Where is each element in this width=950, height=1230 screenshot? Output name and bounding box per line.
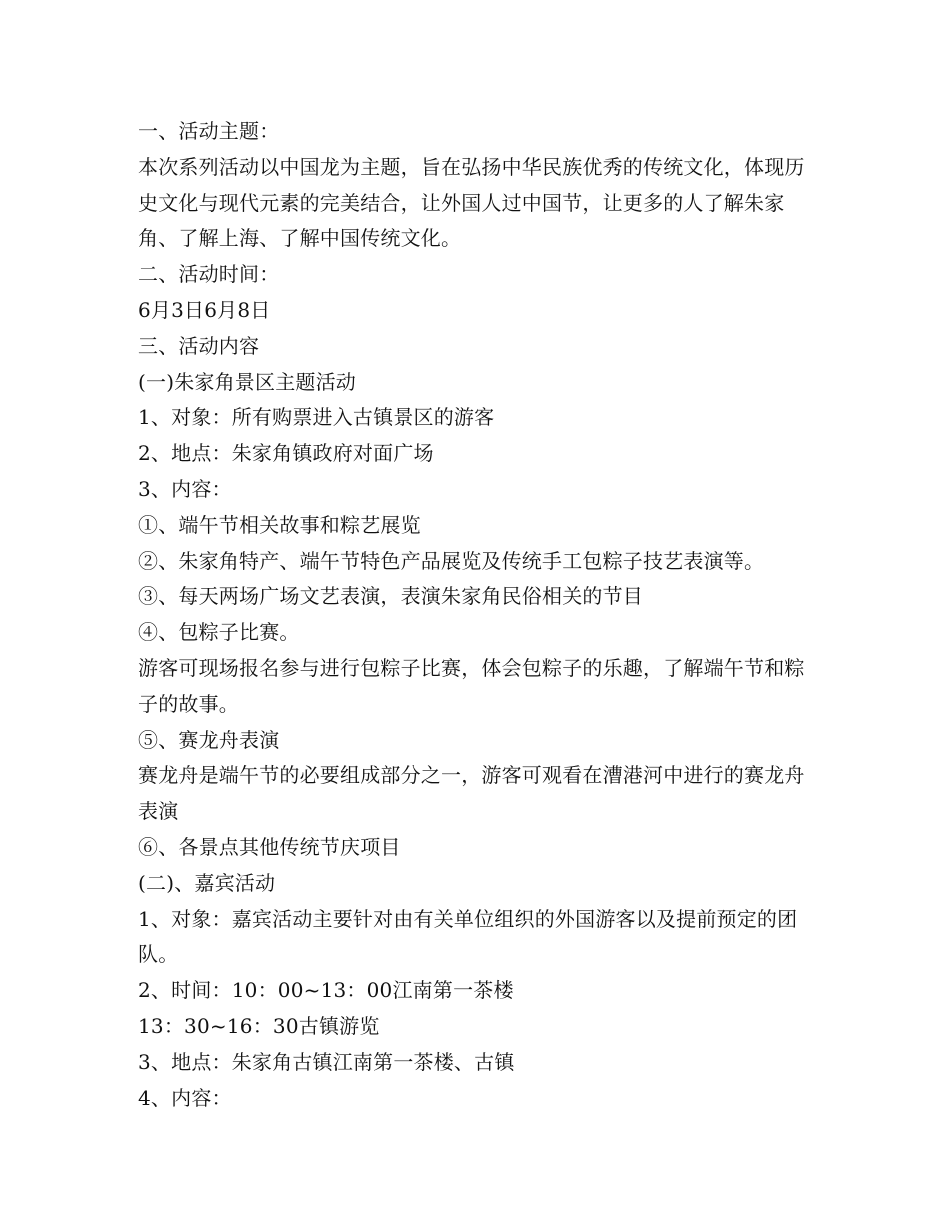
list-item: 4、内容：	[138, 1085, 232, 1110]
list-item: ③、每天两场广场文艺表演，表演朱家角民俗相关的节目	[138, 584, 643, 609]
list-item: 1、对象：嘉宾活动主要针对由有关单位组织的外国游客以及提前预定的团队。	[138, 906, 798, 967]
list-item: ⑥、各景点其他传统节庆项目	[138, 834, 401, 859]
list-item: 13：30~16：30古镇游览	[138, 1013, 380, 1038]
paragraph-dates: 6月3日6月8日	[138, 297, 271, 322]
list-item: 3、地点：朱家角古镇江南第一茶楼、古镇	[138, 1049, 515, 1074]
list-item: 3、内容：	[138, 476, 232, 501]
list-item: ⑤、赛龙舟表演	[138, 727, 280, 752]
list-item: 2、地点：朱家角镇政府对面广场	[138, 441, 434, 466]
list-item: ①、端午节相关故事和粽艺展览	[138, 512, 421, 537]
paragraph-theme: 本次系列活动以中国龙为主题，旨在弘扬中华民族优秀的传统文化，体现历史文化与现代元素的完美结合，让外国人过中国节，让更多的人了解朱家角、了解上海、了解中国传统文化。	[138, 154, 805, 251]
list-item: ②、朱家角特产、端午节特色产品展览及传统手工包粽子技艺表演等。	[138, 548, 765, 573]
section-heading-theme: 一、活动主题：	[138, 119, 280, 143]
list-item: 1、对象：所有购票进入古镇景区的游客	[138, 405, 495, 430]
section-heading-time: 二、活动时间：	[138, 262, 280, 287]
paragraph-zongzi: 游客可现场报名参与进行包粽子比赛，体会包粽子的乐趣，了解端午节和粽子的故事。	[138, 655, 805, 716]
paragraph-dragon-boat: 赛龙舟是端午节的必要组成部分之一，游客可观看在漕港河中进行的赛龙舟表演	[138, 763, 805, 824]
subsection-heading-guests: (二)、嘉宾活动	[138, 870, 276, 895]
list-item: 2、时间：10：00~13：00江南第一茶楼	[138, 978, 514, 1003]
document-body	[138, 114, 818, 1116]
subsection-heading-scenic: (一)朱家角景区主题活动	[138, 369, 357, 394]
section-heading-content: 三、活动内容	[138, 333, 260, 358]
list-item: ④、包粽子比赛。	[138, 620, 300, 645]
